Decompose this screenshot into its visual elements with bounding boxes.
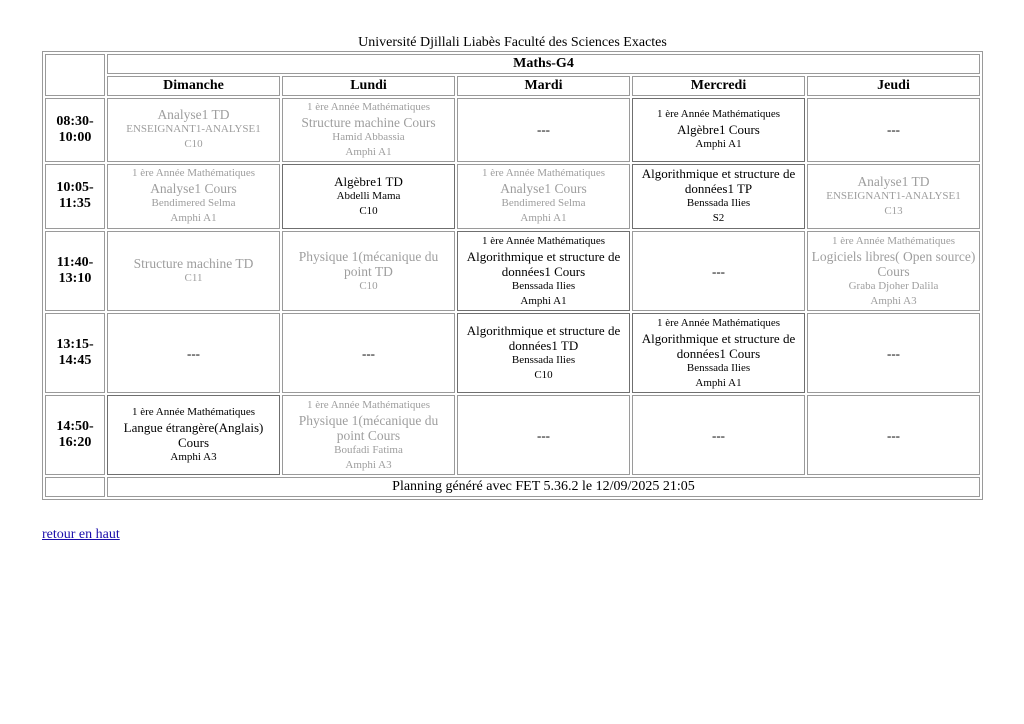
session-level: 1 ère Année Mathématiques bbox=[481, 234, 606, 247]
time-slot-line: 10:05- bbox=[56, 180, 94, 196]
time-slot-line: 11:35 bbox=[59, 196, 91, 212]
session-subject: Structure machine TD bbox=[133, 256, 254, 272]
session-cell bbox=[282, 98, 455, 162]
day-header-jeudi: Jeudi bbox=[807, 76, 980, 96]
session-level: 1 ère Année Mathématiques bbox=[131, 167, 256, 180]
session-teacher: Benssada Ilies bbox=[686, 361, 751, 374]
session-subject: Langue étrangère(Anglais) Cours bbox=[123, 420, 264, 450]
time-slot-line: 13:15- bbox=[56, 337, 94, 353]
empty-marker: --- bbox=[362, 345, 375, 361]
session-cell bbox=[457, 164, 630, 230]
time-slot-line: 11:40- bbox=[56, 255, 94, 271]
empty-session-cell bbox=[457, 98, 630, 162]
session-teacher: Benssada Ilies bbox=[686, 197, 751, 210]
day-header-mardi: Mardi bbox=[457, 76, 630, 96]
day-header-mercredi: Mercredi bbox=[632, 76, 805, 96]
session-teacher: Boufadi Fatima bbox=[334, 443, 403, 456]
time-slot-label bbox=[45, 231, 105, 311]
time-slot-line: 14:50- bbox=[56, 419, 94, 434]
corner-cell bbox=[45, 54, 105, 96]
empty-marker: --- bbox=[887, 427, 900, 443]
session-level: 1 ère Année Mathématiques bbox=[481, 167, 606, 180]
session-subject: Physique 1(mécanique du point TD bbox=[298, 248, 439, 279]
empty-marker: --- bbox=[187, 345, 200, 361]
session-room: Amphi A1 bbox=[520, 212, 567, 225]
empty-marker: --- bbox=[537, 427, 550, 443]
session-cell bbox=[632, 164, 805, 230]
empty-marker: --- bbox=[712, 263, 725, 279]
session-cell bbox=[107, 231, 280, 311]
time-slot-label bbox=[45, 98, 105, 162]
session-level: 1 ère Année Mathématiques bbox=[306, 398, 431, 411]
time-slot-label bbox=[45, 164, 105, 230]
session-room: Amphi A3 bbox=[170, 451, 217, 463]
session-subject: Algèbre1 Cours bbox=[677, 122, 760, 138]
time-slot-line: 13:10 bbox=[58, 271, 92, 287]
group-header: Maths-G4 bbox=[107, 54, 980, 74]
session-cell bbox=[632, 98, 805, 162]
session-subject: Algèbre1 TD bbox=[334, 173, 403, 189]
time-slot-line: 08:30- bbox=[56, 113, 94, 129]
time-slot-line: 16:20 bbox=[58, 435, 92, 450]
session-level: 1 ère Année Mathématiques bbox=[831, 234, 956, 247]
empty-session-cell bbox=[282, 313, 455, 393]
session-room: C10 bbox=[359, 204, 378, 217]
session-subject: Analyse1 TD bbox=[857, 173, 930, 189]
session-cell bbox=[807, 231, 980, 311]
session-cell bbox=[282, 164, 455, 230]
session-room: Amphi A1 bbox=[170, 212, 217, 225]
session-room: C11 bbox=[184, 272, 203, 285]
session-room: C10 bbox=[534, 369, 553, 382]
session-subject: Structure machine Cours bbox=[301, 114, 436, 130]
session-subject: Analyse1 Cours bbox=[500, 181, 587, 197]
session-room: C10 bbox=[359, 279, 378, 292]
time-slot-row bbox=[45, 395, 980, 475]
session-cell bbox=[107, 395, 280, 475]
time-slot-row bbox=[45, 313, 980, 393]
time-slot-row bbox=[45, 164, 980, 230]
session-level: 1 ère Année Mathématiques bbox=[656, 108, 781, 121]
empty-marker: --- bbox=[712, 427, 725, 443]
timetable bbox=[42, 51, 983, 500]
session-level: 1 ère Année Mathématiques bbox=[306, 100, 431, 113]
session-teacher: ENSEIGNANT1-ANALYSE1 bbox=[826, 189, 961, 202]
time-slot-row bbox=[45, 98, 980, 162]
back-to-top-link[interactable]: retour en haut bbox=[42, 527, 120, 542]
session-subject: Algorithmique et structure de données1 TD bbox=[466, 323, 621, 354]
session-cell bbox=[807, 164, 980, 230]
session-room: Amphi A1 bbox=[345, 145, 392, 158]
time-slot-line: 14:45 bbox=[58, 353, 92, 369]
session-subject: Algorithmique et structure de données1 Cours bbox=[641, 330, 796, 361]
empty-session-cell bbox=[457, 395, 630, 475]
empty-session-cell bbox=[807, 313, 980, 393]
session-room: Amphi A1 bbox=[695, 138, 742, 151]
time-slot-label bbox=[45, 313, 105, 393]
session-subject: Analyse1 Cours bbox=[150, 181, 237, 197]
session-room: Amphi A3 bbox=[870, 294, 917, 307]
session-subject: Physique 1(mécanique du point Cours bbox=[298, 412, 439, 443]
session-room: Amphi A3 bbox=[345, 458, 392, 471]
session-cell bbox=[632, 313, 805, 393]
session-cell bbox=[107, 98, 280, 162]
time-slot-label bbox=[45, 395, 105, 475]
session-room: S2 bbox=[712, 212, 725, 225]
session-room: C13 bbox=[884, 204, 903, 217]
day-header-lundi: Lundi bbox=[282, 76, 455, 96]
empty-marker: --- bbox=[887, 122, 900, 138]
session-cell bbox=[282, 395, 455, 475]
session-subject: Analyse1 TD bbox=[157, 107, 230, 123]
session-cell bbox=[457, 313, 630, 393]
session-subject: Algorithmique et structure de données1 Cours bbox=[466, 248, 621, 279]
session-room: Amphi A1 bbox=[520, 294, 567, 307]
session-room: C10 bbox=[184, 138, 203, 151]
footer-note: Planning généré avec FET 5.36.2 le 12/09/2025 21:05 bbox=[107, 477, 980, 497]
session-subject: Logiciels libres( Open source) Cours bbox=[811, 248, 976, 279]
empty-session-cell bbox=[807, 395, 980, 475]
session-level: 1 ère Année Mathématiques bbox=[656, 316, 781, 329]
empty-marker: --- bbox=[537, 122, 550, 138]
session-cell bbox=[107, 164, 280, 230]
session-teacher: Hamid Abbassia bbox=[332, 130, 405, 143]
session-teacher: Bendimered Selma bbox=[151, 197, 236, 210]
empty-session-cell bbox=[807, 98, 980, 162]
session-teacher: Abdelli Mama bbox=[336, 189, 401, 202]
session-level: 1 ère Année Mathématiques bbox=[131, 406, 256, 418]
session-cell bbox=[457, 231, 630, 311]
session-teacher: ENSEIGNANT1-ANALYSE1 bbox=[126, 123, 261, 136]
time-slot-row bbox=[45, 231, 980, 311]
empty-marker: --- bbox=[887, 345, 900, 361]
session-teacher: Benssada Ilies bbox=[511, 279, 576, 292]
session-teacher: Benssada Ilies bbox=[511, 354, 576, 367]
time-slot-line: 10:00 bbox=[58, 129, 92, 145]
session-cell bbox=[282, 231, 455, 311]
session-room: Amphi A1 bbox=[695, 376, 742, 389]
day-header-dimanche: Dimanche bbox=[107, 76, 280, 96]
empty-session-cell bbox=[632, 395, 805, 475]
session-teacher: Bendimered Selma bbox=[501, 197, 586, 210]
empty-session-cell bbox=[107, 313, 280, 393]
session-subject: Algorithmique et structure de données1 TP bbox=[641, 166, 796, 197]
page-title: Université Djillali Liabès Faculté des Sciences Exactes bbox=[358, 35, 667, 50]
footer-corner bbox=[45, 477, 105, 497]
empty-session-cell bbox=[632, 231, 805, 311]
session-teacher: Graba Djoher Dalila bbox=[848, 279, 939, 292]
